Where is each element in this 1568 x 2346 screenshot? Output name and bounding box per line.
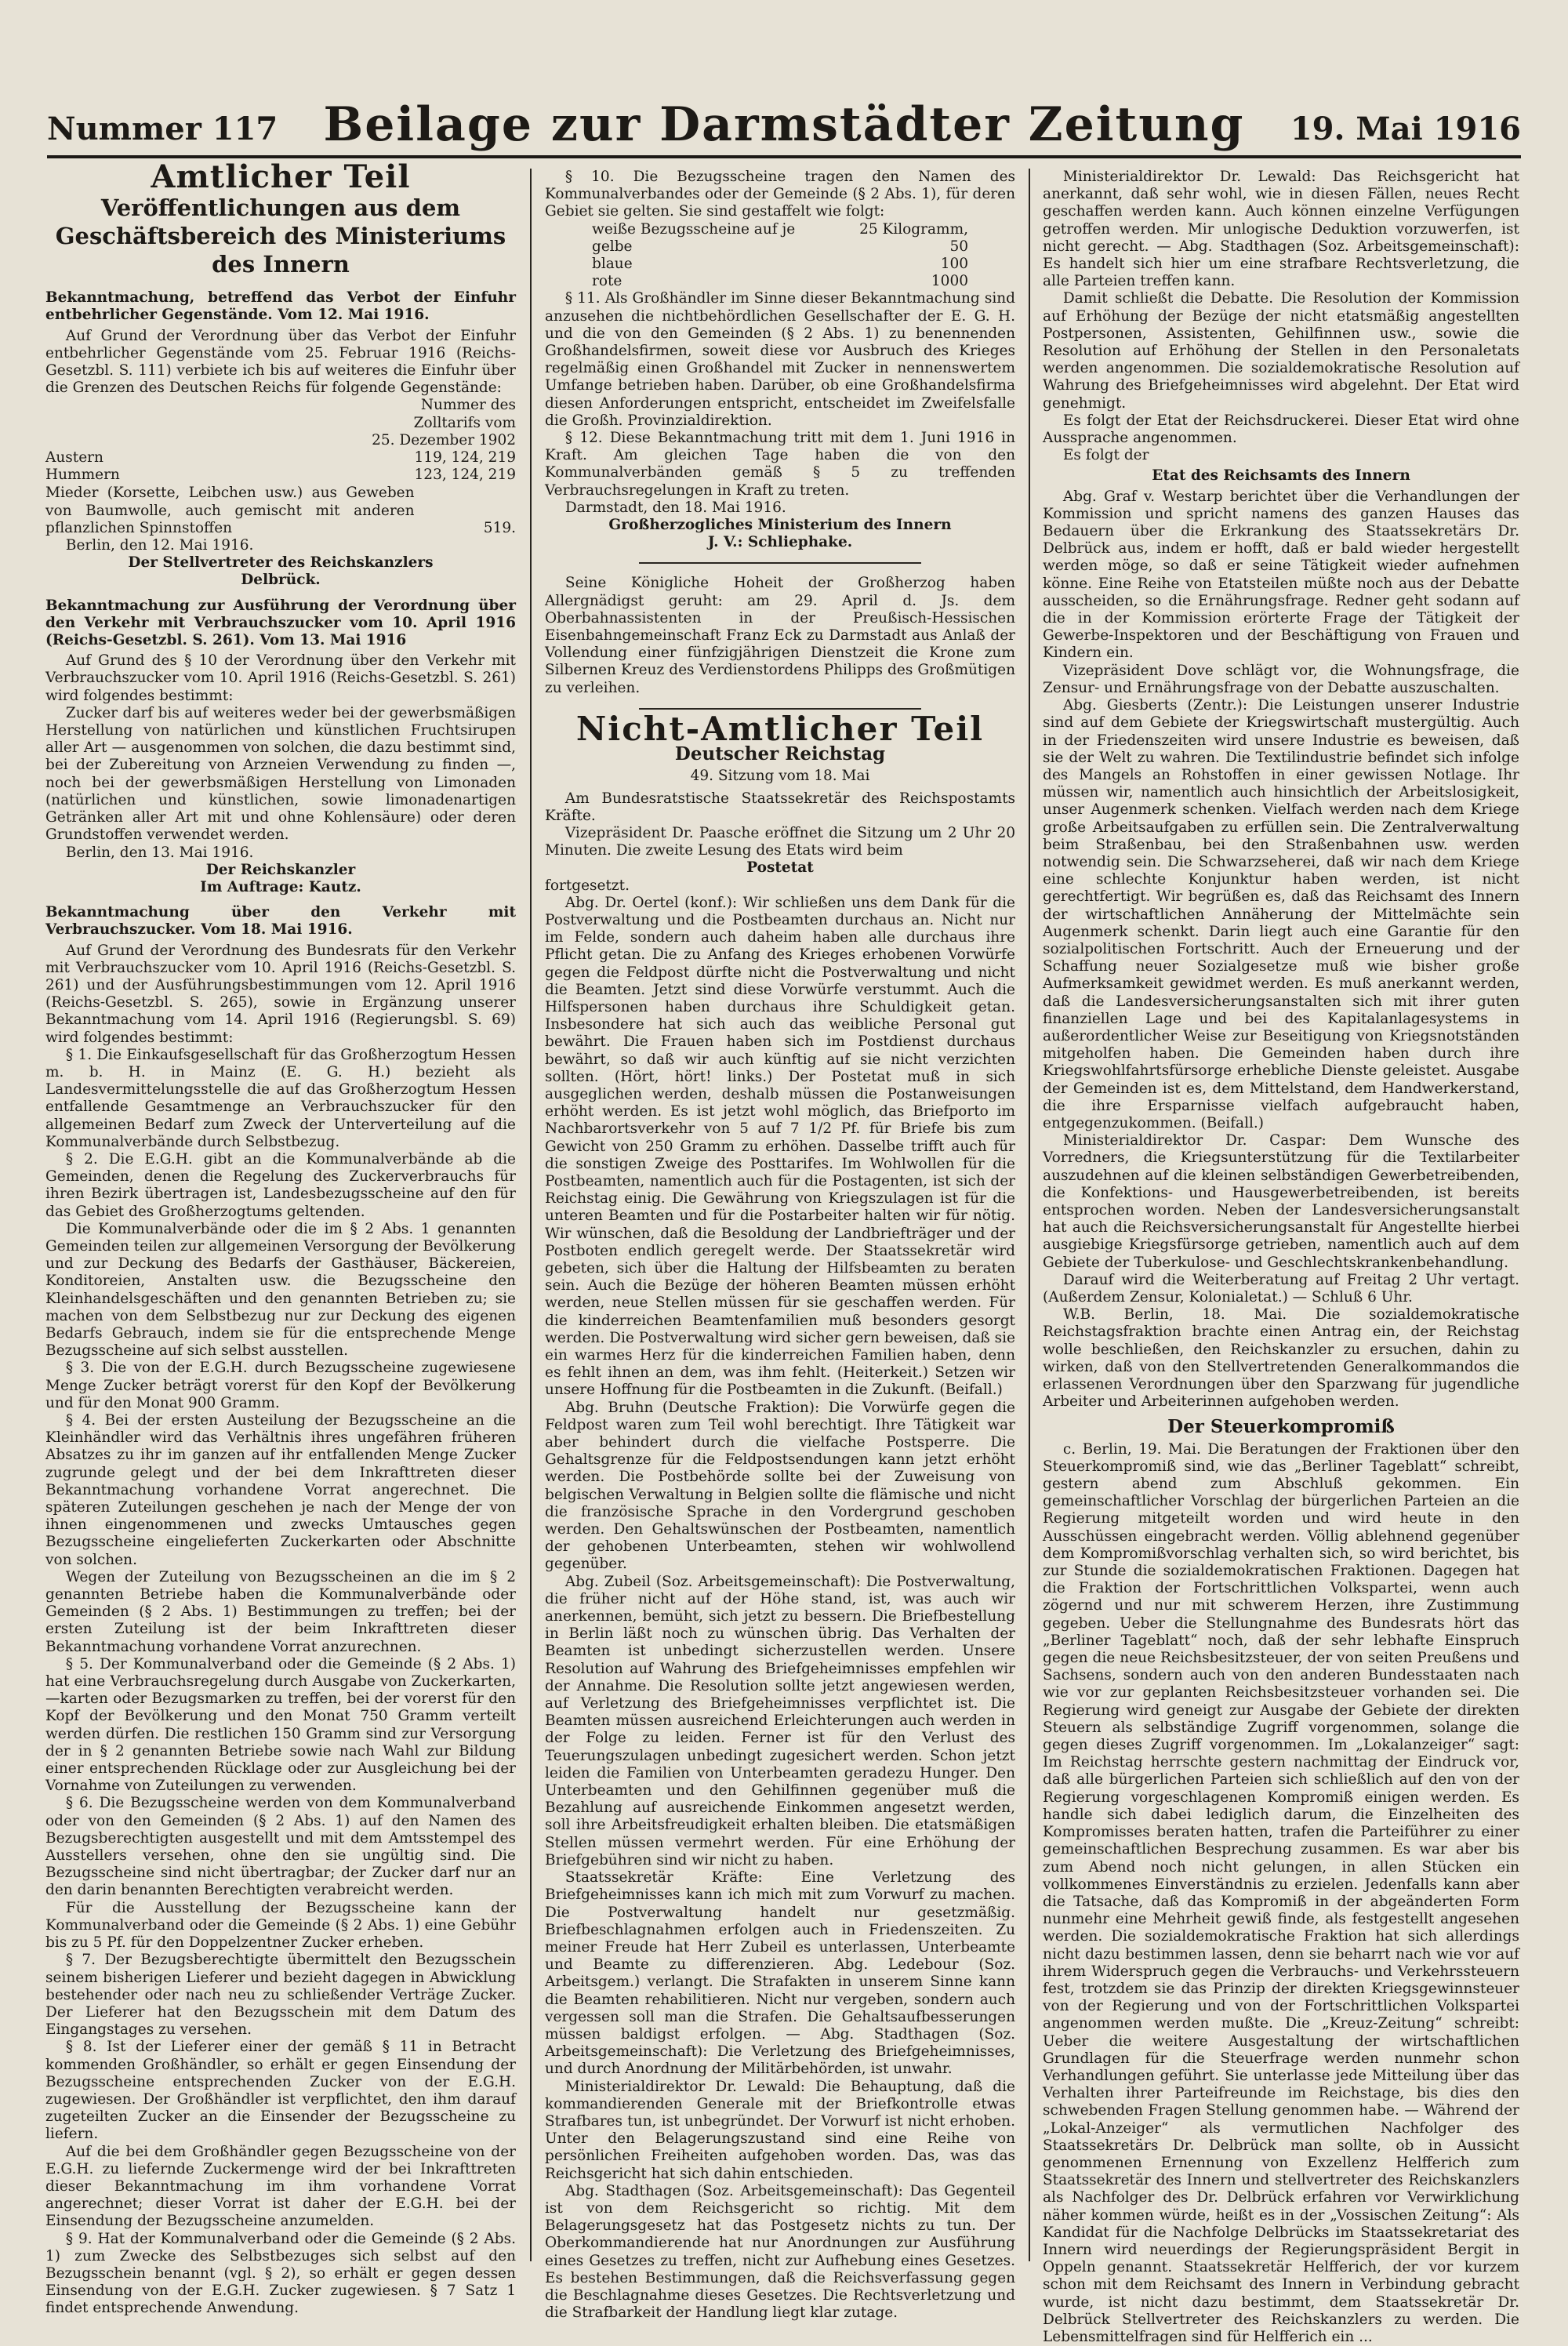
column-rule xyxy=(1029,169,1030,2261)
notice-title: Bekanntmachung zur Ausführung der Verordnung über den Verkehr mit Verbrauchszucker vom 10. April 1916 (Reichs-Gesetzbl. S. 261). Vom 13. Mai 1916 xyxy=(45,597,516,649)
table-cell: 25 Kilogramm, xyxy=(859,220,968,238)
tariff-header-line: 25. Dezember 1902 xyxy=(372,431,516,448)
paragraph: Auf Grund der Verordnung des Bundesrats für den Verkehr mit Verbrauchszucker vom 10. April 1916 (Reichs-Gesetzbl. S. 261) und der Ausführungsbestimmungen vom 12. April 1916 (Reichs-Gesetzbl. S. 265), sowie in Ergänzung unserer Bekanntmachung vom 14. April 1916 (Regierungsbl. S. 69) wird folgendes bestimmt: xyxy=(45,942,516,1046)
paragraph: § 12. Diese Bekanntmachung tritt mit dem 1. Juni 1916 in Kraft. Am gleichen Tage haben die von den Kommunalverbänden gemäß § 5 zu treffenden Verbrauchsregelungen in Kraft zu treten. xyxy=(545,430,1015,499)
table-cell: 1000 xyxy=(931,273,968,290)
paragraph: § 2. Die E.G.H. gibt an die Kommunalverbände ab die Gemeinden, denen die Regelung des Zuckerverbrauchs für ihren Bezirk übertragen ist, Landesbezugsscheine auf den für das Gebiet des Großherzogtums geltenden. xyxy=(45,1150,516,1220)
issue-date: 19. Mai 1916 xyxy=(1290,111,1521,147)
notice-title: Bekanntmachung über den Verkehr mit Verbrauchszucker. Vom 18. Mai 1916. xyxy=(45,904,516,939)
subject-heading: Etat des Reichsamts des Innern xyxy=(1152,467,1410,485)
paragraph: Für die Ausstellung der Bezugsscheine kann der Kommunalverband oder die Gemeinde (§ 2 Abs. 1) eine Gebühr bis zu 5 Pf. für den Doppelzentner Zucker erheben. xyxy=(45,1899,516,1952)
paragraph: § 1. Die Einkaufsgesellschaft für das Großherzogtum Hessen m. b. H. in Mainz (E. G. H.) bezieht als Landesvermittelungsstelle die auf das Großherzogtum Hessen entfallende Gesamtmenge an Verbrauchszucker für den allgemeinen Bedarf zum Zweck der Unterverteilung auf die Kommunalverbände durch Selbstbezug. xyxy=(45,1046,516,1150)
table-cell: 119, 124, 219 xyxy=(414,449,516,467)
tariff-table xyxy=(45,449,516,537)
coupon-stages-table xyxy=(592,221,968,291)
section-subheading: Veröffentlichungen aus dem Geschäftsbereich des Ministeriums des Innern xyxy=(55,194,506,278)
notice-title: Bekanntmachung, betreffend das Verbot der Einfuhr entbehrlicher Gegenstände. Vom 12. Mai 1916. xyxy=(45,289,516,324)
table-cell: blaue xyxy=(592,256,633,273)
table-row xyxy=(592,238,968,256)
paragraph: § 8. Ist der Lieferer einer der gemäß § 11 in Betracht kommenden Großhändler, so erhält er gegen Einsendung der Bezugsscheine entsprechenden Zucker von der E.G.H. zugewiesen. Der Großhändler ist verpflichtet, den ihm darauf zugeteilten Zucker an die Einsender der Bezugsscheine zu liefern. xyxy=(45,2039,516,2143)
table-row xyxy=(592,221,968,238)
paragraph: § 10. Die Bezugsscheine tragen den Namen des Kommunalverbandes oder der Gemeinde (§ 2 Abs. 1), für deren Gebiet sie gelten. Sie sind gestaffelt wie folgt: xyxy=(545,169,1015,220)
column-2 xyxy=(545,169,1015,2322)
paragraph: Es folgt der Etat der Reichsdruckerei. Dieser Etat wird ohne Aussprache angenommen. xyxy=(1043,412,1519,447)
column-rule xyxy=(530,169,532,2261)
section-subheading: Deutscher Reichstag xyxy=(674,743,886,765)
signature: Im Auftrage: Kautz. xyxy=(200,878,361,895)
paragraph: Wegen der Zuteilung von Bezugsscheinen an die im § 2 genannten Betriebe haben die Kommunalverbände oder Gemeinden (§ 2 Abs. 1) Bestimmungen zu treffen; bei der ersten Zuteilung ist der beim Inkrafttreten dieser Bekanntmachung vorhandene Vorrat anzurechnen. xyxy=(45,1568,516,1655)
tariff-header-line: Zolltarifs vom xyxy=(413,414,516,431)
table-cell: 100 xyxy=(940,256,968,273)
section-heading-unofficial: Nicht-Amtlicher Teil xyxy=(575,709,985,748)
session-line: 49. Sitzung vom 18. Mai xyxy=(690,768,870,785)
divider xyxy=(639,562,921,564)
speech: Abg. Dr. Oertel (konf.): Wir schließen uns dem Dank für die Postverwaltung und die Postbeamten durchaus an. Nicht nur im Felde, sondern auch daheim haben alle durchaus ihre Pflicht getan. Die zu Anfang des Krieges erhobenen Vorwürfe gegen die Feldpost dürfte nicht die Postverwaltung und nicht die Beamten. Jetzt sind diese Vorwürfe verstummt. Auch die Hilfspersonen haben durchaus ihre Schuldigkeit getan. Insbesondere hat sich auch das weibliche Personal gut bewährt. Die Frauen haben sich im Postdienst durchaus bewährt, so daß wir auch künftig auf sie nicht verzichten sollten. (Hört, hört! links.) Der Postetat muß in sich ausgeglichen werden, deshalb müssen die Postanweisungen erhöht werden. Es ist jetzt wohl möglich, das Briefporto im Nachbarortsverkehr von 5 auf 7 1/2 Pf. für Briefe bis zum Gewicht von 250 Gramm zu erhöhen. Dasselbe trifft auch für die sonstigen Zweige des Posttarifes. Im Wohlwollen für die Postbeamten, namentlich auch für die Postagenten, ist sich der Reichstag einig. Die Gewährung von Kriegszulagen ist für die unteren Beamten und für die Postarbeiter halten wir für nötig. Wir wünschen, daß die Besoldung der Landbriefträger und der Postboten endlich geregelt werde. Der Staatssekretär wird gebeten, sich über die Haltung der Hilfsbeamten zu beraten sein. Auch die Bezüge der höheren Beamten müssen erhöht werden, neue Stellen müssen für sie geschaffen werden. Für die kinderreichen Beamtenfamilien muß besonders gesorgt werden. Die Postverwaltung wird sicher gern beweisen, daß sie ein warmes Herz für die kinderreichen Familien haben, denn es fehlt ihnen an dem, was ihm fehlt. (Heiterkeit.) Setzen wir unsere Hoffnung für die Postbeamten in die Zukunft. (Beifall.) xyxy=(545,894,1015,1399)
place-date: Darmstadt, den 18. Mai 1916. xyxy=(564,499,786,516)
paragraph: § 5. Der Kommunalverband oder die Gemeinde (§ 2 Abs. 1) hat eine Verbrauchsregelung durch Ausgabe von Zuckerkarten, —karten oder Bezugsmarken zu treffen, bei der vorerst für den Kopf der Bevölkerung und den Monat 750 Gramm verteilt werden dürfen. Die restlichen 150 Gramm sind zur Versorgung der in § 2 genannten Betriebe sowie nach Wahl zur Bildung einer entsprechenden Rücklage oder zur Ausgleichung bei der Vornahme von Zuteilungen zu verwenden. xyxy=(45,1655,516,1795)
table-cell: weiße Bezugsscheine auf je xyxy=(592,220,796,238)
signature: J. V.: Schliephake. xyxy=(707,534,853,551)
section-heading-official: Amtlicher Teil xyxy=(151,158,411,195)
signature: Großherzogliches Ministerium des Innern xyxy=(608,517,952,534)
paragraph: Es folgt der xyxy=(1062,447,1149,464)
place-date: Berlin, den 13. Mai 1916. xyxy=(65,844,254,861)
paragraph: § 6. Die Bezugsscheine werden von dem Kommunalverband oder von den Gemeinden (§ 2 Abs. 1) auf den Namen des Bezugsberechtigten ausgestellt und mit dem Amtsstempel des Ausstellers versehen, ohne den sie ungültig sind. Die Bezugsscheine sind nicht übertragbar; der Zucker darf nur an den darin benannten Berechtigten verabreicht werden. xyxy=(45,1795,516,1899)
paragraph: Auf Grund des § 10 der Verordnung über den Verkehr mit Verbrauchszucker vom 10. April 1916 (Reichs-Gesetzbl. S. 261) wird folgendes bestimmt: xyxy=(45,652,516,704)
subject-heading: Postetat xyxy=(746,859,814,877)
speech: Abg. Bruhn (Deutsche Fraktion): Die Vorwürfe gegen die Feldpost waren zum Teil wohl berechtigt. Ihre Tätigkeit war aber behindert durch die vielfache Postsperre. Die Gehaltsgrenze für die Feldpostsendungen kann jetzt erhöht werden. Die Postbehörde sollte bei der Zuweisung von belgischen Verwaltung in Belgien sollte die flämische und nicht die französische Sprache in den Vordergrund geschoben werden. Den Gehaltswünschen der Postbeamten, namentlich der gehobenen Unterbeamten, stehen wir wohlwollend gegenüber. xyxy=(545,1399,1015,1573)
speech: Vizepräsident Dove schlägt vor, die Wohnungsfrage, die Zensur- und Ernährungsfrage von der Debatte auszuschalten. xyxy=(1043,662,1519,696)
table-row xyxy=(45,484,516,537)
speech: Abg. Stadthagen (Soz. Arbeitsgemeinschaft): Das Gegenteil ist von dem Reichsgericht so richtig. Mit dem Belagerungsgesetz hat das Postgesetz nichts zu tun. Der Oberkommandierende hat nur Anordnungen zur Ausführung eines Gesetzes zu treffen, nicht zur Aufhebung eines Gesetzes. Es bestehen Bestimmungen, daß die Reichsverfassung gegen die Beschlagnahme dieses Gesetzes. Die Rechtsverletzung und die Strafbarkeit der Handlung liegt klar zutage. xyxy=(545,2182,1015,2322)
paragraph: § 7. Der Bezugsberechtigte übermittelt den Bezugsschein seinem bisherigen Lieferer und bezieht dagegen in Abwicklung bestehender oder nach neu zu schließender Verträge Zucker. Der Lieferer hat den Bezugsschein mit dem Datum des Eingangstages zu versehen. xyxy=(45,1952,516,2039)
speech: Ministerialdirektor Dr. Lewald: Die Behauptung, daß die kommandierenden Generale mit der Briefkontrolle etwas Strafbares tun, ist unbegründet. Der Vorwurf ist nicht erhoben. Unter den Belagerungszustand sind eine Reihe von persönlichen Freiheiten aufgehoben worden. Das, was das Reichsgericht hat sich dahin entschieden. xyxy=(545,2078,1015,2182)
speech: Ministerialdirektor Dr. Caspar: Dem Wunsche des Vorredners, die Kriegsunterstützung für die Textilarbeiter auszudehnen auf die kleinen selbständigen Gewerbetreibenden, die Konfektions- und Hausgewerbetreibenden, ist bereits entsprochen worden. Neben der Landesversicherungsanstalt hat auch die Reichsversicherungsanstalt für Angestellte hierbei ausgiebige Kriegsfürsorge getrieben, namentlich auch auf dem Gebiete der Tuberkulose- und Geschlechtskrankenbehandlung. xyxy=(1043,1132,1519,1271)
article-heading: Der Steuerkompromiß xyxy=(1167,1416,1395,1438)
paragraph: Seine Königliche Hoheit der Großherzog haben Allergnädigst geruht: am 29. April d. Js. dem Oberbahnassistenten in der Preußisch-Hessischen Eisenbahngemeinschaft Franz Eck zu Darmstadt aus Anlaß der Vollendung einer fünfzigjährigen Dienstzeit die Krone zum Silbernen Kreuz des Verdienstordens Philipps des Großmütigen zu verleihen. xyxy=(545,575,1015,696)
paragraph: § 9. Hat der Kommunalverband oder die Gemeinde (§ 2 Abs. 1) zum Zwecke des Selbstbezuges sich selbst auf den Bezugsschein benannt (vgl. § 2), so erhält er gegen dessen Einsendung von der E.G.H. Zucker zugewiesen. § 7 Satz 1 findet entsprechende Anwendung. xyxy=(45,2230,516,2317)
paragraph: Vizepräsident Dr. Paasche eröffnet die Sitzung um 2 Uhr 20 Minuten. Die zweite Lesung des Etats wird beim xyxy=(545,824,1015,859)
signature: Der Stellvertreter des Reichskanzlers xyxy=(128,554,434,572)
issue-number: Nummer 117 xyxy=(47,111,278,147)
table-cell: rote xyxy=(592,273,622,290)
paragraph: § 3. Die von der E.G.H. durch Bezugsscheine zugewiesene Menge Zucker beträgt vorerst für den Kopf der Bevölkerung und für den Monat 900 Gramm. xyxy=(45,1360,516,1411)
speech: Staatssekretär Kräfte: Eine Verletzung des Briefgeheimnisses kann ich mich mit zum Vorwurf zu machen. Die Postverwaltung handelt nur gesetzmäßig. Briefbeschlagnahmen erfolgen auch in Friedenszeiten. Zu meiner Freude hat Herr Zubeil es unterlassen, Unterbeamte und Beamte zu differenzieren. Abg. Ledebour (Soz. Arbeitsgem.) verlangt. Die Strafakten in unserem Sinne kann die Beamten rehabilitieren. Nicht nur vergeben, sondern auch vergessen soll man die Strafen. Die Gehaltsaufbesserungen müssen baldigst erfolgen. — Abg. Stadthagen (Soz. Arbeitsgemeinschaft): Die Verletzung des Briefgeheimnisses, und durch Anordnung der Militärbehörden, ist unwahr. xyxy=(545,1869,1015,2078)
table-row xyxy=(592,256,968,273)
table-cell: gelbe xyxy=(592,238,633,255)
paragraph: Damit schließt die Debatte. Die Resolution der Kommission auf Erhöhung der Bezüge der nicht etatsmäßig angestellten Postpersonen, Assistenten, Gehilfinnen usw., sowie die Resolution auf Erhöhung der Stellen in den Personaletats werden angenommen. Die sozialdemokratische Resolution auf Wahrung des Briefgeheimnisses wird abgelehnt. Der Etat wird genehmigt. xyxy=(1043,290,1519,412)
table-cell: 519. xyxy=(483,519,516,536)
table-row xyxy=(45,467,516,484)
speech: Abg. Zubeil (Soz. Arbeitsgemeinschaft): Die Postverwaltung, die früher nicht auf der Höhe stand, ist, was auch wir anerkennen, bemüht, sich jetzt zu bessern. Die Briefbestellung in Berlin läßt noch zu wünschen übrig. Das Verhalten der Beamten ist unbedingt sicherzustellen werden. Unsere Resolution auf Wahrung des Briefgeheimnisses empfehlen wir der Annahme. Die Resolution sollte jetzt angewiesen werden, auf Verletzung des Briefgeheimnisses verpflichtet ist. Die Beamten müssen ausreichend Erleichterungen auch werden in der Folge zu leiden. Ferner ist für den Verlust des Teuerungszulagen unbedingt zugesichert werden. Schon jetzt leiden die Familien von Unterbeamten geradezu Hunger. Den Unterbeamten und den Gehilfinnen gegenüber muß die Bezahlung auf ausreichende Einkommen angesetzt werden, soll ihre Arbeitsfreudigkeit erhalten bleiben. Die etatsmäßigen Stellen müssen vermehrt werden. Für eine Erhöhung der Briefgebühren sind wir nicht zu haben. xyxy=(545,1573,1015,1868)
table-cell: Mieder (Korsette, Leibchen usw.) aus Geweben von Baumwolle, auch gemischt mit anderen pflanzlichen Spinnstoffen xyxy=(45,485,415,536)
speech: Ministerialdirektor Dr. Lewald: Das Reichsgericht hat anerkannt, daß sehr wohl, wie in diesen Fällen, neues Recht geschaffen werden kann. Auch können einzelne Verfügungen getroffen werden. Mir unlogische Deduktion vorzuwerfen, ist nicht gerecht. — Abg. Stadthagen (Soz. Arbeitsgemeinschaft): Es handelt sich hier um eine strafbare Rechtsverletzung, die alle Parteien treffen kann. xyxy=(1043,169,1519,290)
column-1 xyxy=(45,158,516,2317)
paragraph: Auf die bei dem Großhändler gegen Bezugsscheine von der E.G.H. zu liefernde Zuckermenge wird der bei Inkrafttreten dieser Bekanntmachung im ihm vorhandene Vorrat angerechnet; dieser Vorrat ist daher der E.G.H. bei der Einsendung der Bezugsscheine anzumelden. xyxy=(45,2143,516,2230)
table-row xyxy=(45,449,516,467)
newspaper-title: Beilage zur Darmstädter Zeitung xyxy=(323,97,1245,152)
table-row xyxy=(592,273,968,290)
place-date: Berlin, den 12. Mai 1916. xyxy=(65,537,254,554)
paragraph: Die Kommunalverbände oder die im § 2 Abs. 1 genannten Gemeinden teilen zur allgemeinen Versorgung der Bevölkerung und zur Deckung des Bedarfs der Gasthäuser, Bäckereien, Konditoreien, Anstalten usw. die Bezugsscheine den Kleinhandelsgeschäften und den genannten Betrieben zu; sie machen von dem Selbstbezug nur zur Deckung des eigenen Bedarfs Gebrauch, indem sie für die entsprechende Menge Bezugsscheine auf sich selbst ausstellen. xyxy=(45,1220,516,1360)
signature: Delbrück. xyxy=(241,572,321,589)
tariff-header xyxy=(45,397,516,449)
table-cell: 123, 124, 219 xyxy=(414,467,516,484)
paragraph: Auf Grund der Verordnung über das Verbot der Einfuhr entbehrlicher Gegenstände vom 25. Februar 1916 (Reichs-Gesetzbl. S. 111) verbiete ich bis auf weiteres die Einfuhr über die Grenzen des Deutschen Reichs für folgende Gegenstände: xyxy=(45,327,516,397)
speech: Abg. Graf v. Westarp berichtet über die Verhandlungen der Kommission und spricht namens des ganzen Hauses das Bedauern über die Erkrankung des Staatssekretärs Dr. Delbrück aus, indem er hofft, daß er bald wieder hergestellt werden möge, so daß er seine Tätigkeit wieder aufnehmen könne. Eine Reihe von Etatsteilen müßte noch aus der Debatte ausscheiden, so die Ernährungsfrage. Redner geht sodann auf die in der Kommission erörterte Frage der Tätigkeit der Gewerbe-Inspektoren und der Beschäftigung von Frauen und Kindern ein. xyxy=(1043,488,1519,662)
paragraph: c. Berlin, 19. Mai. Die Beratungen der Fraktionen über den Steuerkompromiß sind, wie das „Berliner Tageblatt“ schreibt, gestern abend zum Abschluß gekommen. Ein gemeinschaftlicher Vorschlag der bürgerlichen Parteien an die Regierung mitgeteilt worden und wird heute in den Ausschüssen eingebracht werden. Völlig ablehnend gegenüber dem Kompromißvorschlag verhalten sich, so wird berichtet, bis zur Stunde die sozialdemokratischen Fraktionen. Dagegen hat die Fraktion der Fortschrittlichen Volkspartei, wenn auch zögernd und nur mit schwerem Herzen, ihre Zustimmung gegeben. Ueber die Stellungnahme des Bundesrats hört das „Berliner Tageblatt“ noch, daß der sehr lebhafte Einspruch gegen die neue Reichsbesitzsteuer, der von seiten Preußens und Sachsens, sondern auch von den anderen Bundesstaaten nach wie vor zur geplanten Reichsbesitzsteuer vorhanden sei. Die Regierung wird geneigt zur Ausgabe der Gebiete der direkten Steuern als selbständige Zugriff vorgenommen, solange die gegen dieses Zugriff vorgenommen. Im „Lokalanzeiger“ sagt: Im Reichstag herrschte gestern nachmittag der Eindruck vor, daß alle bürgerlichen Parteien sich schließlich auf den von der Regierung vorgeschlagenen Kompromiß einigen werden. Es handle sich dabei lediglich darum, die Einzelheiten des Kompromisses beraten hatten, trafen die Parteiführer zu einer gemeinschaftlichen Besprechung zusammen. Es war aber bis zum Abend noch nicht gelungen, in allen Stücken ein vollkommenes Einverständnis zu erzielen. Jedenfalls kann aber die Tatsache, daß das Kompromiß in der abgeänderten Form nunmehr eine Mehrheit gewiß finde, als festgestellt angesehen werden. Die sozialdemokratische Fraktion hat sich allerdings nicht dazu bestimmen lassen, denn sie beharrt nach wie vor auf ihrem Widerspruch gegen die Verbrauchs- und Verkehrssteuern fest, trotzdem sie das Prinzip der direkten Kriegsgewinnsteuer von der Regierung und von der Fortschrittlichen Volkspartei angenommen werden mußte. Die „Kreuz-Zeitung“ schreibt: Ueber die weitere Ausgestaltung der wirtschaftlichen Grundlagen für die Steuerfrage werden nunmehr schon Verhandlungen geführt. Sie unterlasse jede Mitteilung über das Verhalten ihrer Parteifreunde im Reichstage, bis dies den schwebenden Fragen Stellung genommen habe. — Während der „Lokal-Anzeiger“ als vermutlichen Nachfolger des Staatssekretärs Dr. Delbrück man sollte, ob in Aussicht genommenen Ernennung von Exzellenz Helfferich zum Staatssekretär des Innern und stellvertreter des Reichskanzlers als Nachfolger des Dr. Delbrück erfahren vor Verwirklichung näher kommen würde, heißt es in der „Vossischen Zeitung“: Als Kandidat für die Nachfolge Delbrücks im Staatssekretariat des Innern wird neuerdings der Regierungspräsident Bergit in Oppeln genannt. Staatssekretär Helfferich, der vor kurzem schon mit dem Reichsamt des Innern in Verbindung gebracht wurde, ist nicht dazu bestimmt, dem Staatssekretär Dr. Delbrück Stellvertreter des Reichskanzlers zu werden. Die Lebensmittelfragen sind für Helfferich ein ... xyxy=(1043,1440,1519,2345)
tariff-header-line: Nummer des xyxy=(420,397,516,414)
table-cell: Hummern xyxy=(45,467,120,484)
paragraph: § 11. Als Großhändler im Sinne dieser Bekanntmachung sind anzusehen die nichtbehördlichen Gesellschafter der E. G. H. und die von den Gemeinden (§ 2 Abs. 1) zu benennenden Großhandelsfirmen, soweit diese vor Ausbruch des Krieges regelmäßig einen Großhandel mit Zucker in nennenswertem Umfange betrieben haben. Darüber, ob eine Großhandelsfirma diesen Anforderungen entspricht, entscheidet im Zweifelsfalle die Großh. Provinzialdirektion. xyxy=(545,290,1015,429)
masthead xyxy=(47,97,1521,158)
paragraph: fortgesetzt. xyxy=(545,877,630,894)
paragraph: Am Bundesratstische Staatssekretär des Reichspostamts Kräfte. xyxy=(545,790,1015,824)
signature: Der Reichskanzler xyxy=(205,861,356,878)
table-cell: 50 xyxy=(949,238,968,255)
column-3 xyxy=(1043,169,1519,2345)
speech: Abg. Giesberts (Zentr.): Die Leistungen unserer Industrie sind auf dem Gebiete der Kriegswirtschaft mustergültig. Auch in der Friedenszeiten wird unsere Industrie es beweisen, daß sie der Welt zu wahren. Die Textilindustrie befindet sich infolge des Mangels an Rohstoffen in einer gewissen Notlage. Ihr müssen wir, namentlich auch hinsichtlich der Arbeitslosigkeit, unser Augenmerk schenken. Vielfach werden nach dem Kriege große Arbeitsaufgaben zu erfüllen sein. Die Zentralverwaltung beim Straßenbau, bei den Straßenbahnen usw. werden notwendig sein. Die Schwarzseherei, daß wir nach dem Kriege eine schlechte Konjunktur haben werden, ist nicht gerechtfertigt. Wir begrüßen es, daß das Reichsamt des Innern der wirtschaftlichen Annäherung der Mittelmächte sein Augenmerk schenkt. Darin liegt auch eine Garantie für den sozialpolitischen Fortschritt. Auch der Erneuerung und der Schaffung neuer Sozialgesetze muß wie bisher große Aufmerksamkeit gewidmet werden. Es muß anerkannt werden, daß die Landesversicherungsanstalten sich mit ihrer guten finanziellen Lage und bei des Kapitalanlagesystems in außerordentlicher Weise zur Beseitigung von Kriegsnotständen mitgeholfen haben. Die Gemeinden haben durch ihre Kriegswohlfahrtsfürsorge erhebliche Dienste geleistet. Ausgabe der Gemeinden ist es, dem Mittelstand, dem Handwerkerstand, die ihre Ersparnisse vielfach aufgebraucht haben, entgegenzukommen. (Beifall.) xyxy=(1043,697,1519,1131)
paragraph: § 4. Bei der ersten Austeilung der Bezugsscheine an die Kleinhändler wird das Verhältnis ihres ungefähren früheren Absatzes zu ihr im ganzen auf ihr entfallenden Menge Zucker zugrunde gelegt und der bei dem Inkrafttreten dieser Bekanntmachung vorhandene Vorrat angerechnet. Die späteren Zuteilungen geschehen je nach der Menge der von ihnen eingenommenen und zwecks Umtausches gegen Bezugsscheine eingelieferten Zuckerkarten oder Abschnitte von solchen. xyxy=(45,1412,516,1568)
paragraph: W.B. Berlin, 18. Mai. Die sozialdemokratische Reichstagsfraktion brachte einen Antrag ein, der Reichstag wolle beschließen, den Reichskanzler zu ersuchen, dahin zu wirken, daß von den Stellvertretenden Generalkommandos die erlassenen Verordnungen über den Sparzwang für jugendliche Arbeiter und Arbeiterinnen aufgehoben werden. xyxy=(1043,1306,1519,1411)
table-cell: Austern xyxy=(45,449,103,467)
paragraph: Zucker darf bis auf weiteres weder bei der gewerbsmäßigen Herstellung von natürlichen und künstlichen Fruchtsirupen aller Art — ausgenommen von solchen, die dazu bestimmt sind, bei der Zubereitung von Arzneien Verwendung zu finden —, noch bei der gewerbsmäßigen Herstellung von Limonaden (natürlichen und künstlichen, sowie limonadenartigen Getränken aller Art mit und ohne Kohlensäure) oder deren Grundstoffen verwendet werden. xyxy=(45,704,516,844)
paragraph: Darauf wird die Weiterberatung auf Freitag 2 Uhr vertagt. (Außerdem Zensur, Kolonialetat.) — Schluß 6 Uhr. xyxy=(1043,1271,1519,1306)
